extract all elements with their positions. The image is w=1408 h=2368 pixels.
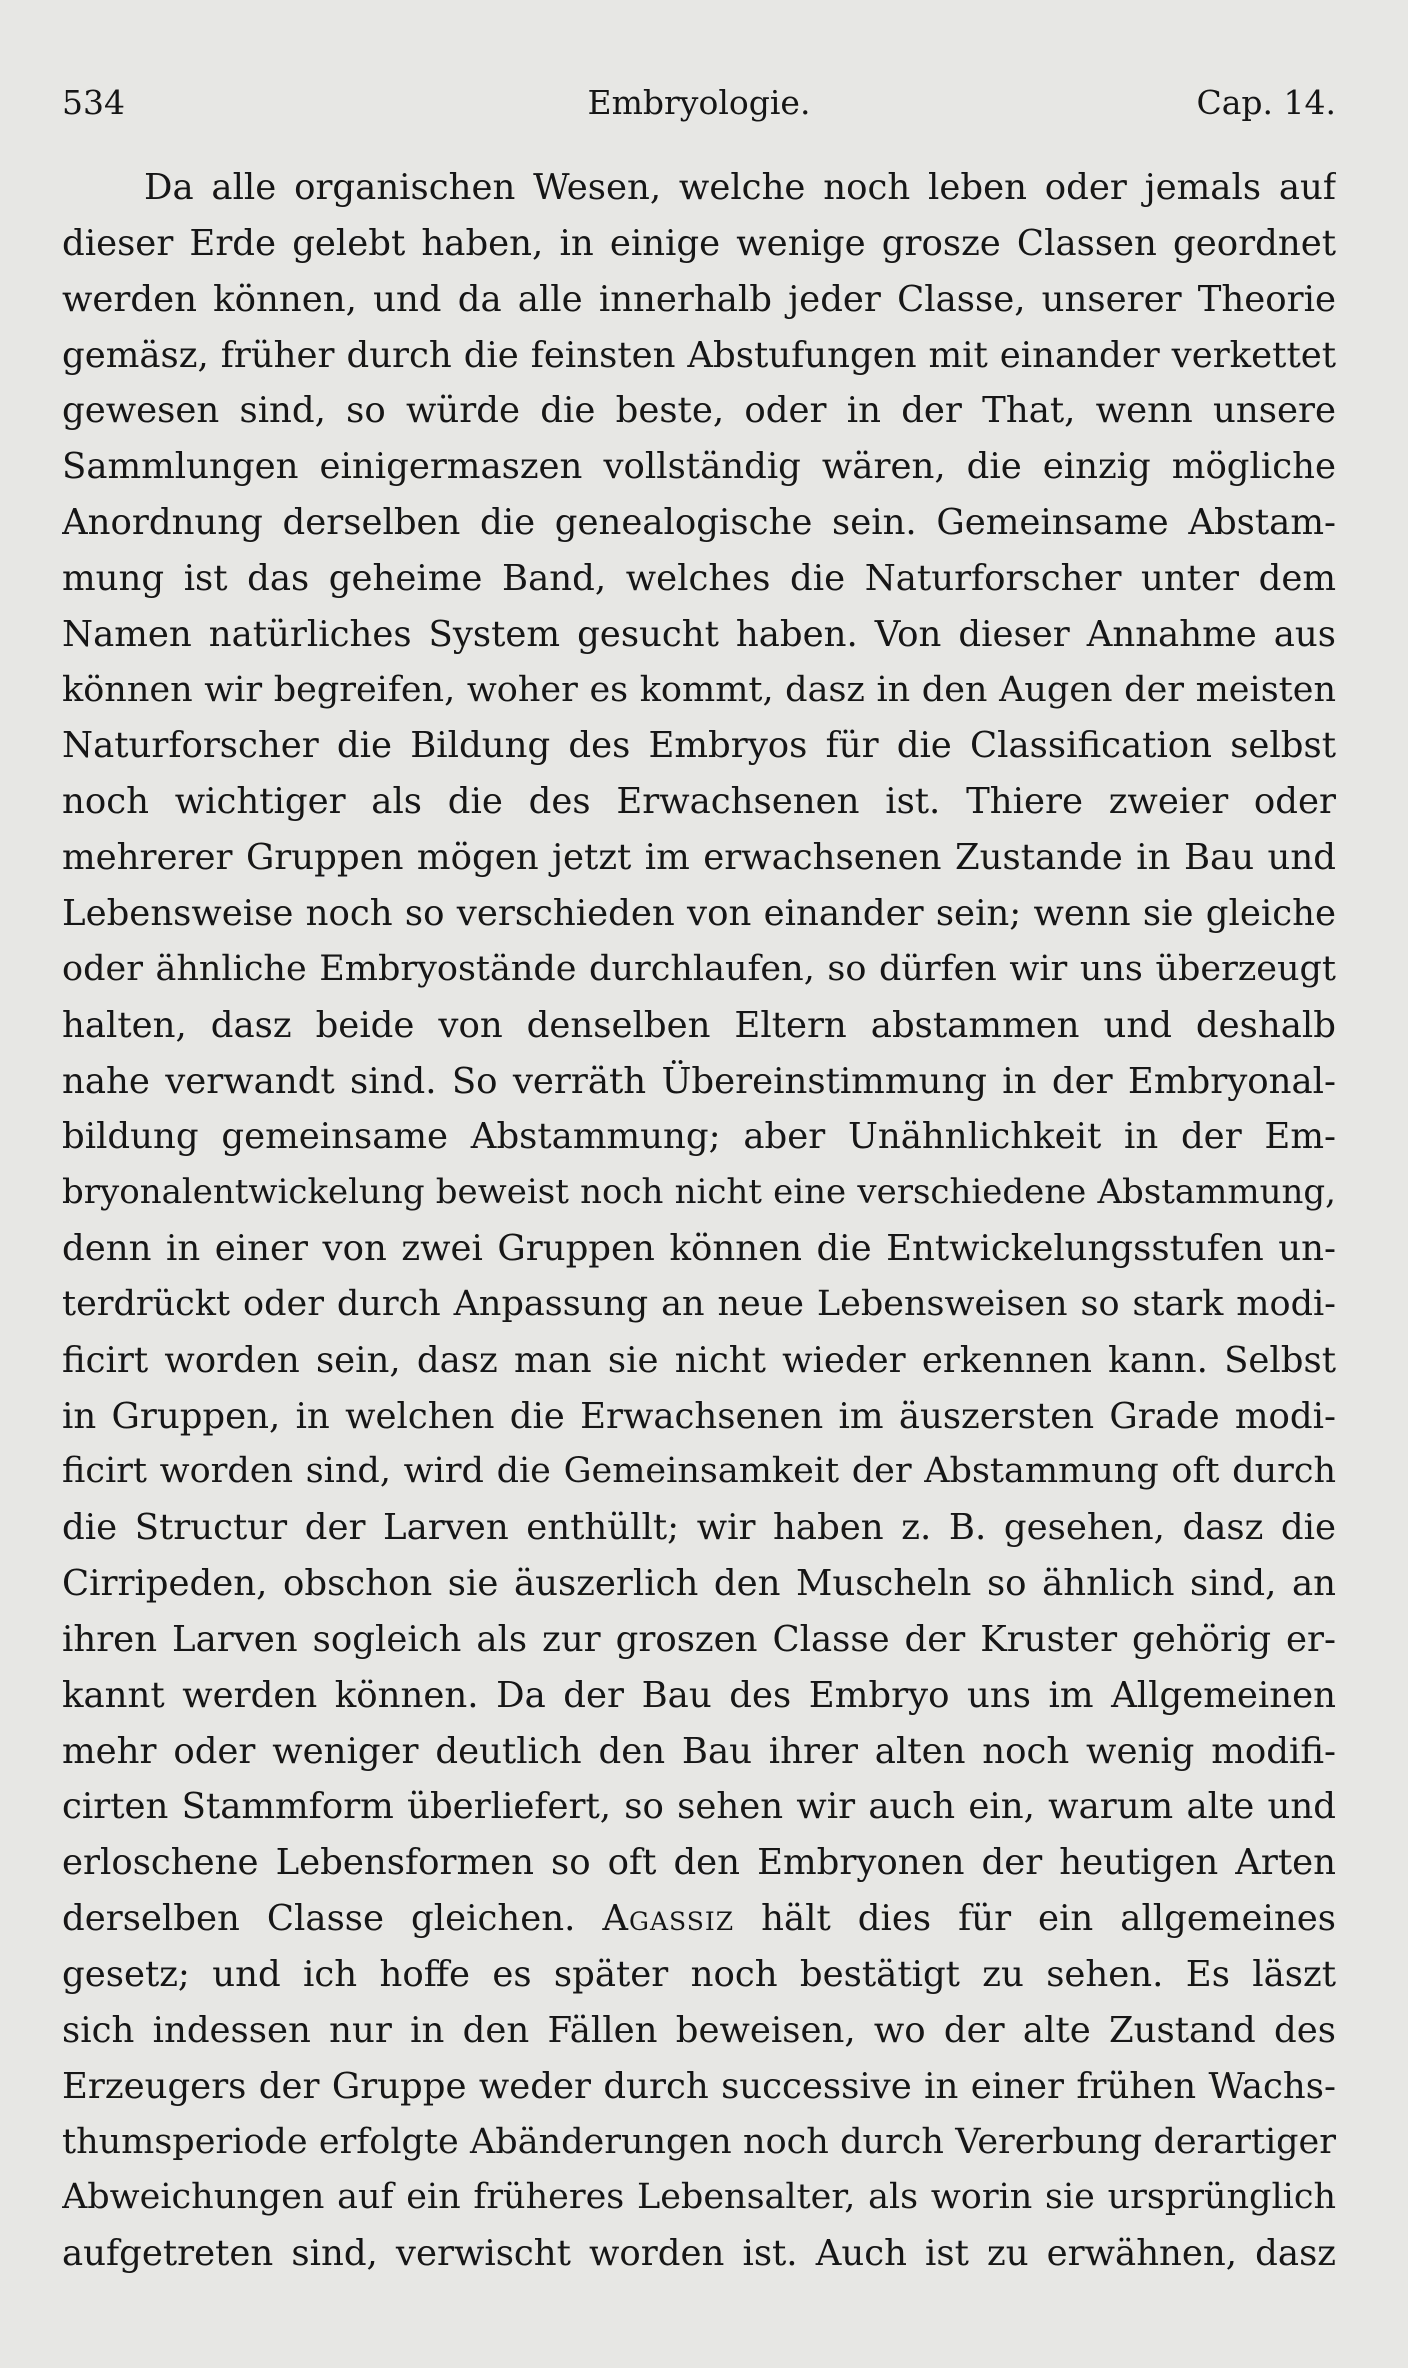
text-line: können wir begreifen, woher es kommt, dasz in den Augen der meisten [62, 669, 1336, 710]
text-line: oder ähnliche Embryostände durchlaufen, so dürfen wir uns überzeugt [62, 948, 1336, 989]
text-line: gemäsz, früher durch die feinsten Abstufungen mit einander verkettet [62, 334, 1336, 376]
running-header [62, 78, 1336, 128]
text-line: bryonalentwickelung beweist noch nicht eine verschiedene Abstammung, [62, 1172, 1336, 1213]
text-line: ficirt worden sein, dasz man sie nicht wieder erkennen kann. Selbst [62, 1339, 1336, 1381]
chapter-label: Cap. 14. [1196, 83, 1336, 122]
text-line: Sammlungen einigermaszen vollständig wären, die einzig mögliche [62, 446, 1336, 488]
text-line: werden können, und da alle innerhalb jeder Classe, unserer Theorie [62, 278, 1336, 320]
text-line: Erzeugers der Gruppe weder durch successive in einer frühen Wachs- [62, 2065, 1336, 2107]
text-line: terdrückt oder durch Anpassung an neue Lebensweisen so stark modi- [62, 1283, 1336, 1324]
text-line: in Gruppen, in welchen die Erwachsenen im äuszersten Grade modi- [62, 1395, 1336, 1437]
page-number: 534 [62, 83, 125, 122]
text-line: ihren Larven sogleich als zur groszen Classe der Kruster gehörig er- [62, 1618, 1336, 1660]
text-line: halten, dasz beide von denselben Eltern abstammen und deshalb [62, 1004, 1336, 1046]
body-text [62, 160, 1336, 2282]
text-line: Naturforscher die Bildung des Embryos für die Classification selbst [62, 725, 1336, 767]
text-line: die Structur der Larven enthüllt; wir haben z. B. gesehen, dasz die [62, 1507, 1336, 1549]
text-line: nahe verwandt sind. So verräth Übereinstimmung in der Embryonal- [62, 1060, 1336, 1102]
text-line-agassiz [62, 1891, 1336, 1947]
text-line: Lebensweise noch so verschieden von einander sein; wenn sie gleiche [62, 892, 1336, 934]
running-title: Embryologie. [587, 83, 811, 122]
text-line: ficirt worden sind, wird die Gemeinsamkeit der Abstammung oft durch [62, 1451, 1336, 1492]
text-line: noch wichtiger als die des Erwachsenen ist. Thiere zweier oder [62, 781, 1336, 823]
text-line: bildung gemeinsame Abstammung; aber Unähnlichkeit in der Em- [62, 1116, 1336, 1158]
text-line: Cirripeden, obschon sie äuszerlich den Muscheln so ähnlich sind, an [62, 1563, 1336, 1605]
text-line: Da alle organischen Wesen, welche noch leben oder jemals auf [144, 167, 1336, 208]
text-line: Anordnung derselben die genealogische sein. Gemeinsame Abstam- [62, 502, 1336, 544]
text-line: mehr oder weniger deutlich den Bau ihrer alten noch wenig modifi- [62, 1730, 1336, 1772]
text-line: Abweichungen auf ein früheres Lebensalter, als worin sie ursprünglich [62, 2177, 1336, 2218]
text-line: sich indessen nur in den Fällen beweisen, wo der alte Zustand des [62, 2009, 1336, 2051]
text-line: gesetz; und ich hoffe es später noch bestätigt zu sehen. Es läszt [62, 1954, 1336, 1995]
text-segment: derselben Classe gleichen. [62, 1898, 576, 1940]
text-line: kannt werden können. Da der Bau des Embryo uns im Allgemeinen [62, 1674, 1336, 1716]
text-line: erloschene Lebensformen so oft den Embryonen der heutigen Arten [62, 1842, 1336, 1884]
text-line: aufgetreten sind, verwischt worden ist. Auch ist zu erwähnen, dasz [62, 2233, 1336, 2275]
text-segment: hält dies für ein allgemeines [761, 1898, 1336, 1940]
text-line: cirten Stammform überliefert, so sehen wir auch ein, warum alte und [62, 1786, 1336, 1828]
text-line: gewesen sind, so würde die beste, oder in der That, wenn unsere [62, 390, 1336, 432]
author-name-agassiz: Agassiz [602, 1898, 735, 1940]
text-line: denn in einer von zwei Gruppen können die Entwickelungsstufen un- [62, 1228, 1336, 1270]
text-line: Namen natürliches System gesucht haben. Von dieser Annahme aus [62, 613, 1336, 655]
text-line: thumsperiode erfolgte Abänderungen noch durch Vererbung derartiger [62, 2121, 1336, 2162]
text-line: mung ist das geheime Band, welches die Naturforscher unter dem [62, 557, 1336, 599]
text-line: dieser Erde gelebt haben, in einige wenige grosze Classen geordnet [62, 222, 1336, 264]
text-line: mehrerer Gruppen mögen jetzt im erwachsenen Zustande in Bau und [62, 837, 1336, 879]
